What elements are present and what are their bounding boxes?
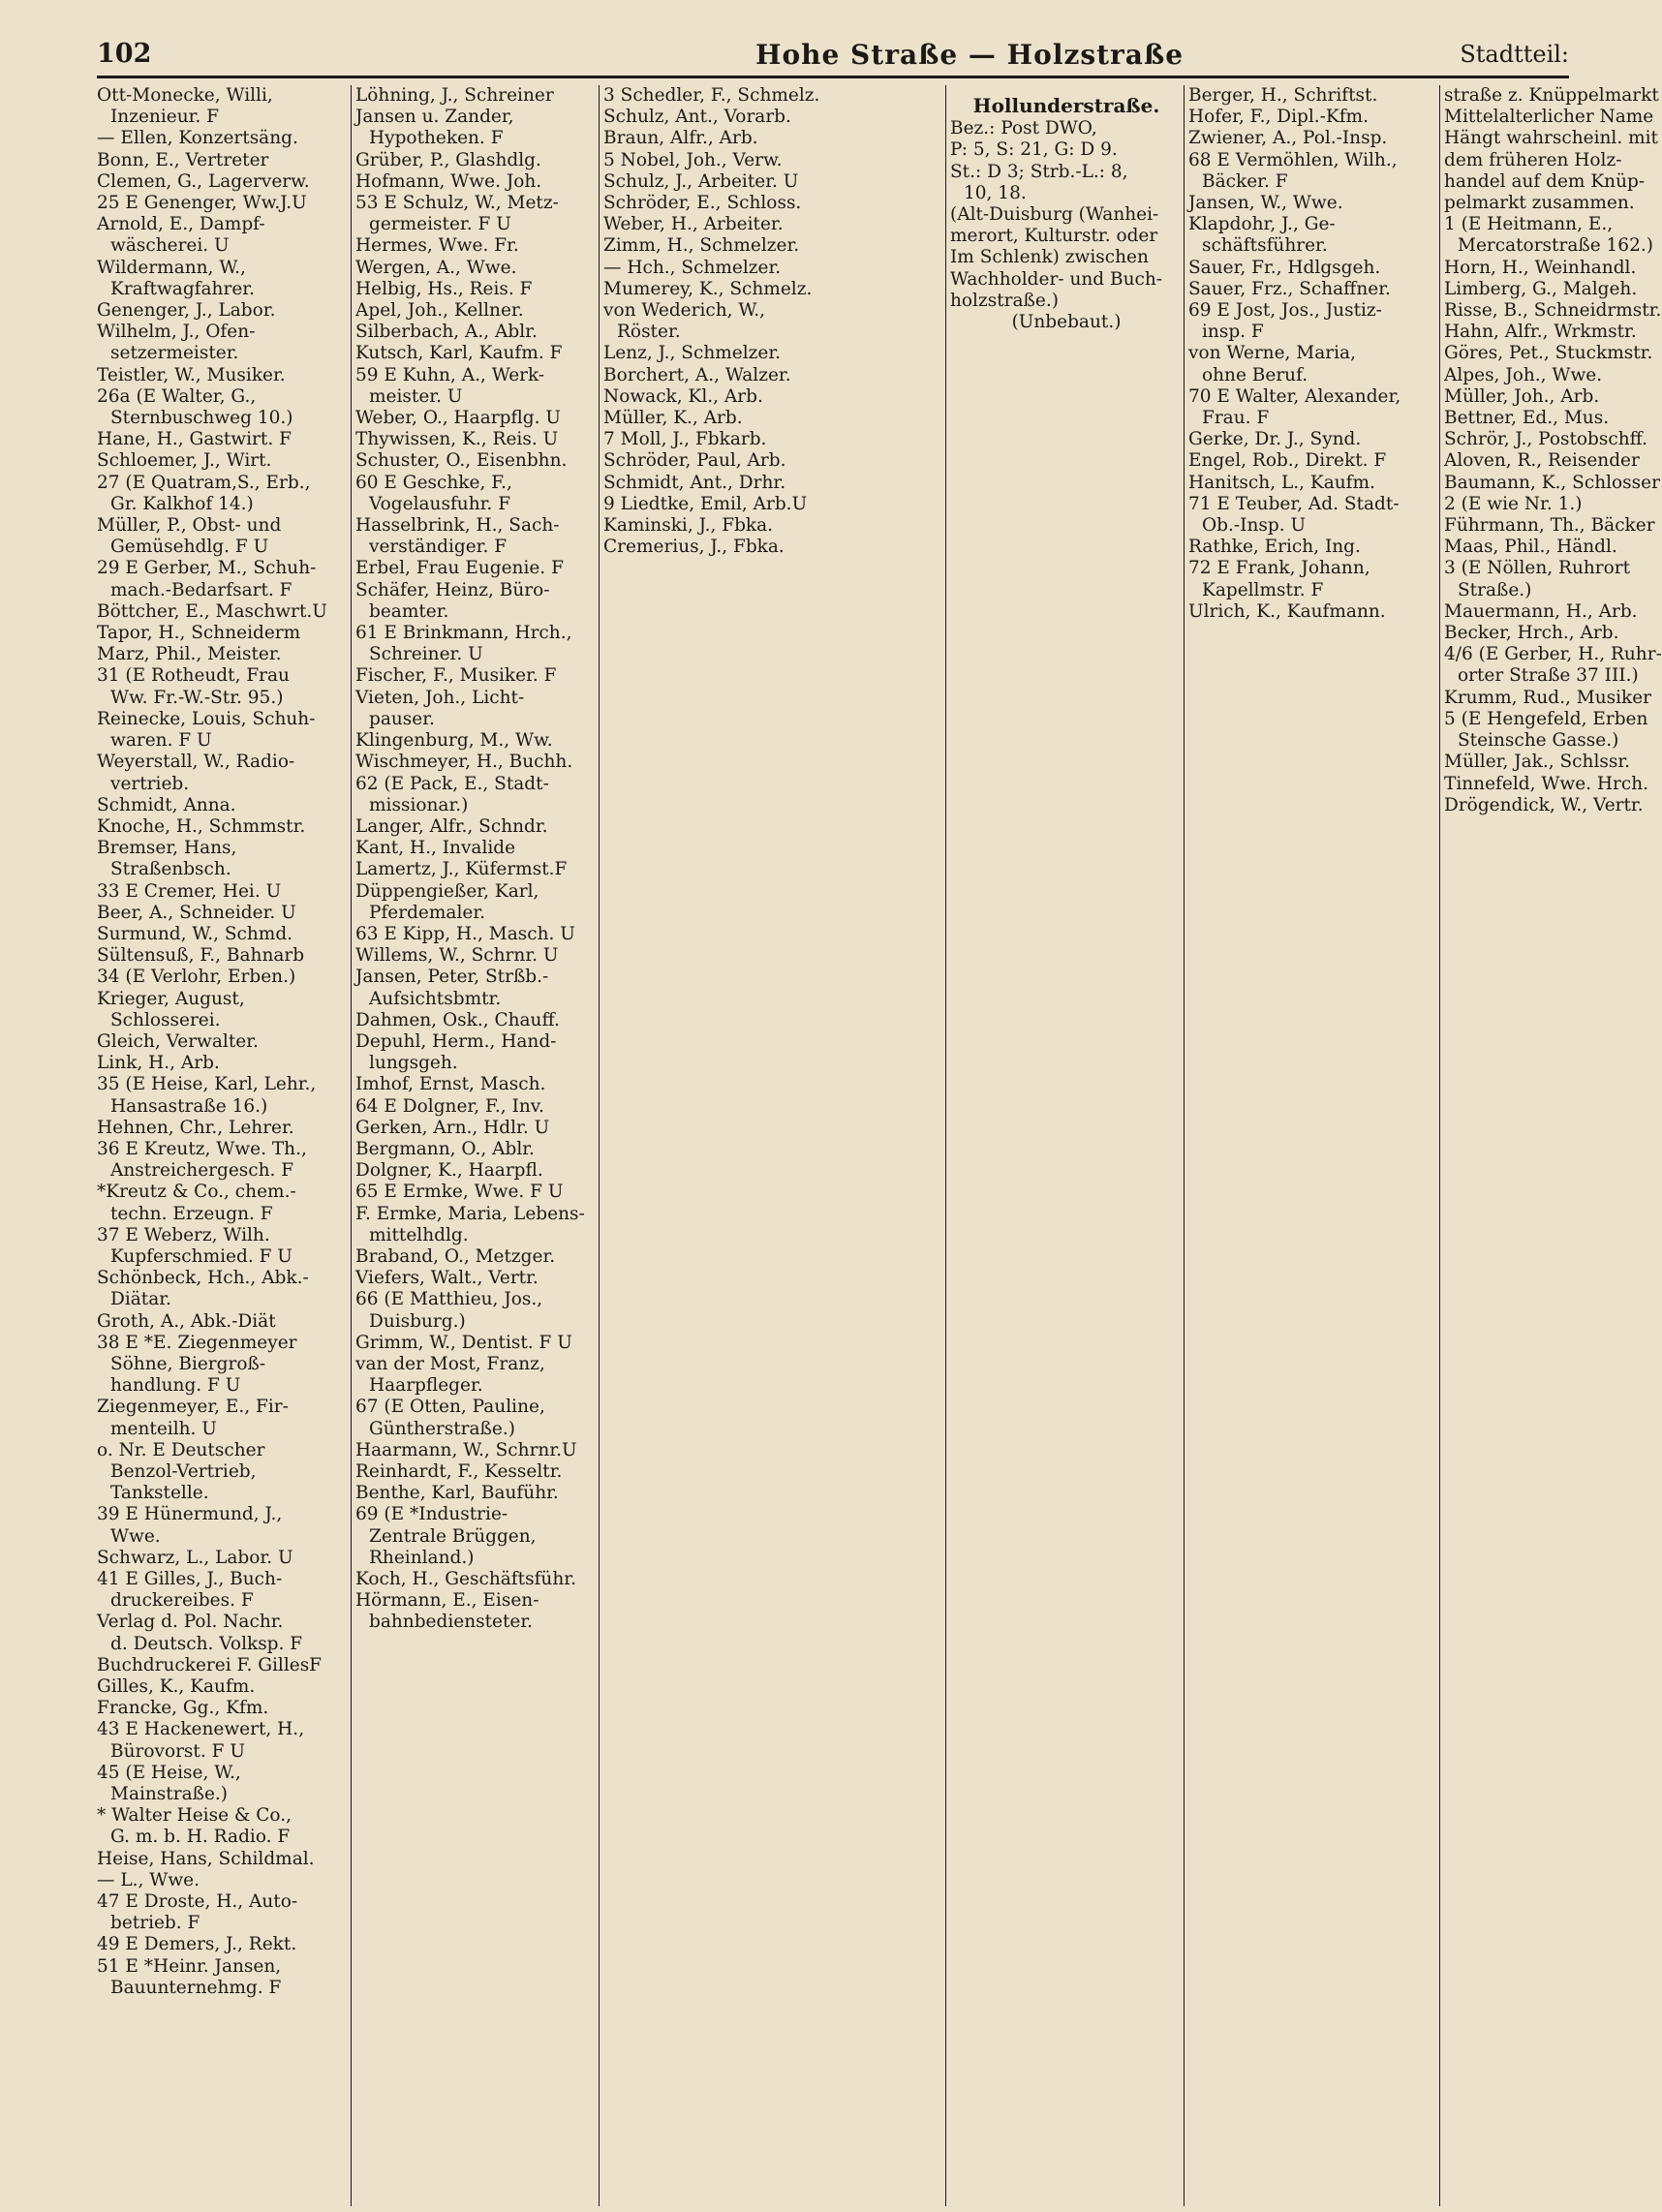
columns-1-line: beamter. (369, 600, 449, 622)
columns-2-line: 3 Schedler, F., Schmelz. (603, 85, 820, 106)
directory-columns (97, 85, 1662, 2206)
column-1 (97, 85, 347, 2206)
columns-0-line: druckereibes. F (110, 1590, 254, 1612)
col6-line: Limberg, G., Malgeh. (1444, 278, 1638, 299)
columns-1-line: Schreiner. U (369, 644, 483, 665)
col6-line: 1 (E Heitmann, E., (1444, 214, 1614, 235)
columns-1-line: Lamertz, J., Küfermst.F (355, 859, 568, 880)
columns-3-line: Gerke, Dr. J., Synd. (1188, 429, 1362, 450)
columns-1-line: Hypotheken. F (369, 128, 504, 149)
columns-0-line: 29 E Gerber, M., Schuh- (97, 558, 317, 579)
columns-1-line: Reinhardt, F., Kesseltr. (355, 1461, 563, 1482)
columns-0-line: Beer, A., Schneider. U (97, 902, 296, 923)
col6-line: straße z. Knüppelmarkt (1444, 85, 1659, 106)
col6-line: Führmann, Th., Bäcker (1444, 515, 1655, 537)
columns-0-line: Teistler, W., Musiker. (97, 364, 286, 385)
columns-0-line: 51 E *Heinr. Jansen, (97, 1955, 282, 1977)
col6-line: orter Straße 37 III.) (1458, 665, 1639, 687)
col6-line: 5 (E Hengefeld, Erben (1444, 708, 1648, 729)
columns-1-line: Hofmann, Wwe. Joh. (355, 170, 542, 192)
columns-0-line: 25 E Genenger, Ww.J.U (97, 193, 307, 214)
columns-0-line: Weyerstall, W., Radio- (97, 752, 295, 773)
columns-2-line: 9 Liedtke, Emil, Arb.U (603, 493, 808, 514)
columns-0-line: Tapor, H., Schneiderm (97, 623, 301, 644)
columns-0-line: wäscherei. U (110, 235, 230, 257)
columns-1-line: Imhof, Ernst, Masch. (355, 1074, 546, 1095)
columns-2-line: 5 Nobel, Joh., Verw. (603, 149, 783, 170)
columns-0-line: betrieb. F (110, 1913, 200, 1934)
columns-3-line: Ulrich, K., Kaufmann. (1188, 600, 1386, 622)
columns-1-line: Hörmann, E., Eisen- (355, 1590, 539, 1612)
columns-3-line: 71 E Teuber, Ad. Stadt- (1188, 493, 1400, 514)
columns-3-line: ohne Beruf. (1202, 364, 1308, 385)
street-info-line: holzstraße.) (950, 290, 1059, 311)
columns-0-line: Gemüsehdlg. F U (110, 537, 269, 558)
columns-0-line: Hehnen, Chr., Lehrer. (97, 1117, 294, 1138)
columns-2-line: Cremerius, J., Fbka. (603, 537, 785, 558)
columns-0-line: 27 (E Quatram,S., Erb., (97, 472, 311, 493)
columns-3-line: Sauer, Fr., Hdlgsgeh. (1188, 257, 1381, 278)
columns-0-line: Schönbeck, Hch., Abk.- (97, 1268, 309, 1289)
columns-1-line: Wischmeyer, H., Buchh. (355, 752, 573, 773)
columns-3-line: Sauer, Frz., Schaffner. (1188, 278, 1391, 299)
columns-1-line: Aufsichtsbmtr. (369, 988, 502, 1009)
columns-1-line: meister. U (369, 385, 463, 407)
columns-0-line: handlung. F U (110, 1375, 241, 1397)
columns-1-line: 67 (E Otten, Pauline, (355, 1397, 545, 1418)
columns-0-line: Wildermann, W., (97, 257, 246, 278)
columns-0-line: waren. F U (110, 730, 212, 752)
column-2 (351, 85, 598, 2206)
columns-1-line: 64 E Dolgner, F., Inv. (355, 1095, 544, 1117)
columns-1-line: Düppengießer, Karl, (355, 880, 539, 902)
columns-0-line: 34 (E Verlohr, Erben.) (97, 967, 296, 988)
header-rule (97, 76, 1569, 78)
columns-1-line: 53 E Schulz, W., Metz- (355, 193, 559, 214)
columns-0-line: Inzenieur. F (110, 107, 220, 128)
column-5 (1184, 85, 1438, 2206)
col6-line: Müller, Jak., Schlssr. (1444, 752, 1631, 773)
columns-1-line: Weber, O., Haarpflg. U (355, 408, 561, 429)
columns-0-line: 35 (E Heise, Karl, Lehr., (97, 1074, 317, 1095)
columns-0-line: 43 E Hackenewert, H., (97, 1719, 305, 1740)
columns-0-line: Schmidt, Anna. (97, 794, 236, 815)
columns-1-line: 61 E Brinkmann, Hrch., (355, 623, 572, 644)
col6-line: Müller, Joh., Arb. (1444, 385, 1600, 407)
columns-0-line: Sternbuschweg 10.) (110, 408, 293, 429)
col6-line: 2 (E wie Nr. 1.) (1444, 493, 1583, 514)
columns-1-line: Bergmann, O., Ablr. (355, 1138, 535, 1159)
columns-1-line: Vogelausfuhr. F (369, 493, 511, 514)
col6-line: Bettner, Ed., Mus. (1444, 408, 1610, 429)
columns-0-line: Ww. Fr.-W.-Str. 95.) (110, 687, 284, 708)
columns-0-line: Tankstelle. (110, 1483, 209, 1504)
columns-0-line: Benzol-Vertrieb, (110, 1461, 257, 1482)
street-info-line: Bez.: Post DWO, (950, 118, 1097, 139)
columns-0-line: Ott-Monecke, Willi, (97, 85, 273, 106)
columns-0-line: 45 (E Heise, W., (97, 1762, 241, 1783)
columns-1-line: Schuster, O., Eisenbhn. (355, 450, 568, 472)
columns-1-line: Viefers, Walt., Vertr. (355, 1268, 539, 1289)
columns-0-line: Böttcher, E., Maschwrt.U (97, 600, 327, 622)
columns-3-line: Hofer, F., Dipl.-Kfm. (1188, 107, 1369, 128)
columns-2-line: Schmidt, Ant., Drhr. (603, 472, 786, 493)
columns-3-line: 72 E Frank, Johann, (1188, 558, 1370, 579)
columns-1-line: Jansen u. Zander, (355, 107, 514, 128)
columns-0-line: Sültensuß, F., Bahnarb (97, 945, 305, 967)
columns-1-line: 60 E Geschke, F., (355, 472, 512, 493)
columns-1-line: pauser. (369, 708, 435, 729)
columns-0-line: Wilhelm, J., Ofen- (97, 322, 256, 343)
columns-0-line: 39 E Hünermund, J., (97, 1504, 283, 1525)
columns-1-line: Jansen, Peter, Strßb.- (355, 967, 549, 988)
columns-0-line: Groth, A., Abk.-Diät (97, 1310, 276, 1332)
columns-0-line: Hansastraße 16.) (110, 1095, 268, 1117)
columns-0-line: Kraftwagfahrer. (110, 278, 255, 299)
col6-line: Baumann, K., Schlosser (1444, 472, 1660, 493)
columns-1-line: Pferdemaler. (369, 902, 486, 923)
columns-0-line: Ziegenmeyer, E., Fir- (97, 1397, 289, 1418)
columns-1-line: Kant, H., Invalide (355, 838, 516, 859)
columns-1-line: lungsgeh. (369, 1053, 458, 1074)
columns-1-line: Helbig, Hs., Reis. F (355, 278, 533, 299)
columns-0-line: 49 E Demers, J., Rekt. (97, 1934, 297, 1955)
columns-0-line: 31 (E Rotheudt, Frau (97, 665, 290, 687)
columns-1-line: 62 (E Pack, E., Stadt- (355, 773, 549, 794)
columns-0-line: Anstreichergesch. F (110, 1160, 294, 1182)
columns-3-line: Zwiener, A., Pol.-Insp. (1188, 128, 1388, 149)
columns-1-line: Schäfer, Heinz, Büro- (355, 579, 550, 600)
columns-0-line: Gilles, K., Kaufm. (97, 1676, 256, 1698)
columns-0-line: d. Deutsch. Volksp. F (110, 1633, 303, 1654)
columns-1-line: Erbel, Frau Eugenie. F (355, 558, 564, 579)
columns-0-line: Kupferschmied. F U (110, 1245, 292, 1267)
columns-0-line: *Kreutz & Co., chem.- (97, 1182, 296, 1203)
columns-0-line: Heise, Hans, Schildmal. (97, 1848, 315, 1869)
columns-0-line: Straßenbsch. (110, 859, 231, 880)
columns-1-line: Dolgner, K., Haarpfl. (355, 1160, 543, 1182)
columns-2-line: Lenz, J., Schmelzer. (603, 343, 782, 364)
columns-0-line: techn. Erzeugn. F (110, 1203, 273, 1224)
columns-0-line: Hane, H., Gastwirt. F (97, 429, 292, 450)
columns-0-line: Söhne, Biergroß- (110, 1353, 266, 1374)
columns-1-line: Hasselbrink, H., Sach- (355, 515, 560, 537)
col6-line: Hahn, Alfr., Wrkmstr. (1444, 322, 1637, 343)
col6-line: Krumm, Rud., Musiker (1444, 687, 1652, 708)
street-info-line: Im Schlenk) zwischen (950, 247, 1149, 268)
columns-1-line: Langer, Alfr., Schndr. (355, 815, 548, 837)
column-6 (1439, 85, 1662, 2206)
columns-0-line: Mainstraße.) (110, 1784, 229, 1805)
columns-2-line: Müller, K., Arb. (603, 408, 743, 429)
columns-1-line: Benthe, Karl, Bauführ. (355, 1483, 559, 1504)
columns-0-line: Reinecke, Louis, Schuh- (97, 708, 316, 729)
columns-1-line: Silberbach, A., Ablr. (355, 322, 538, 343)
columns-3-line: 69 E Jost, Jos., Justiz- (1188, 300, 1382, 322)
columns-0-line: Marz, Phil., Meister. (97, 644, 282, 665)
columns-0-line: * Walter Heise & Co., (97, 1805, 292, 1827)
columns-3-line: von Werne, Maria, (1188, 343, 1356, 364)
col6-line: Maas, Phil., Händl. (1444, 537, 1617, 558)
columns-1-line: 63 E Kipp, H., Masch. U (355, 923, 575, 944)
columns-0-line: Schloemer, J., Wirt. (97, 450, 272, 472)
columns-0-line: Francke, Gg., Kfm. (97, 1698, 269, 1719)
columns-3-line: schäftsführer. (1202, 235, 1328, 257)
columns-0-line: Müller, P., Obst- und (97, 515, 282, 537)
columns-0-line: Gleich, Verwalter. (97, 1030, 259, 1052)
columns-2-line: Kaminski, J., Fbka. (603, 515, 774, 537)
columns-3-line: Jansen, W., Wwe. (1188, 193, 1343, 214)
columns-1-line: Wergen, A., Wwe. (355, 257, 517, 278)
col6-line: Mauermann, H., Arb. (1444, 600, 1638, 622)
columns-0-line: — Ellen, Konzertsäng. (97, 128, 298, 149)
columns-1-line: Fischer, F., Musiker. F (355, 665, 557, 687)
col6-line: 3 (E Nöllen, Ruhrort (1444, 558, 1631, 579)
columns-1-line: 66 (E Matthieu, Jos., (355, 1289, 543, 1310)
columns-2-line: Schulz, J., Arbeiter. U (603, 170, 799, 192)
columns-0-line: Surmund, W., Schmd. (97, 923, 293, 944)
street-info-line: St.: D 3; Strb.-L.: 8, (950, 161, 1128, 182)
col6-line: 4/6 (E Gerber, H., Ruhr- (1444, 644, 1662, 665)
columns-0-line: Diätar. (110, 1289, 171, 1310)
columns-1-line: germeister. F U (369, 214, 511, 235)
col6-line: dem früheren Holz- (1444, 149, 1622, 170)
col6-line: Mittelalterlicher Name (1444, 107, 1654, 128)
columns-0-line: 41 E Gilles, J., Buch- (97, 1569, 283, 1590)
columns-0-line: vertrieb. (110, 773, 190, 794)
columns-0-line: 36 E Kreutz, Wwe. Th., (97, 1138, 307, 1159)
columns-0-line: Knoche, H., Schmmstr. (97, 815, 306, 837)
columns-3-line: Klapdohr, J., Ge- (1188, 214, 1336, 235)
columns-0-line: Bonn, E., Vertreter (97, 149, 269, 170)
columns-2-line: Zimm, H., Schmelzer. (603, 235, 800, 257)
columns-1-line: F. Ermke, Maria, Lebens- (355, 1203, 585, 1224)
columns-2-line: Schröder, E., Schloss. (603, 193, 802, 214)
columns-1-line: Dahmen, Osk., Chauff. (355, 1009, 560, 1030)
columns-1-line: Grüber, P., Glashdlg. (355, 149, 541, 170)
columns-0-line: o. Nr. E Deutscher (97, 1439, 265, 1460)
col6-line: handel auf dem Knüp- (1444, 170, 1646, 192)
columns-3-line: Kapellmstr. F (1202, 579, 1324, 600)
columns-1-line: van der Most, Franz, (355, 1353, 545, 1374)
columns-0-line: Schwarz, L., Labor. U (97, 1547, 293, 1568)
col6-line: Mercatorstraße 162.) (1458, 235, 1653, 257)
columns-0-line: Genenger, J., Labor. (97, 300, 276, 322)
columns-1-line: missionar.) (369, 794, 469, 815)
columns-1-line: Löhning, J., Schreiner (355, 85, 554, 106)
columns-2-line: — Hch., Schmelzer. (603, 257, 782, 278)
street-info-line: merort, Kulturstr. oder (950, 226, 1158, 247)
columns-3-line: Bäcker. F (1202, 170, 1288, 192)
columns-1-line: Grimm, W., Dentist. F U (355, 1332, 572, 1353)
columns-1-line: bahnbediensteter. (369, 1612, 534, 1633)
columns-0-line: Buchdruckerei F. GillesF (97, 1654, 323, 1675)
columns-3-line: Berger, H., Schriftst. (1188, 85, 1378, 106)
columns-0-line: — L., Wwe. (97, 1869, 200, 1890)
columns-1-line: Apel, Joh., Kellner. (355, 300, 524, 322)
columns-0-line: 47 E Droste, H., Auto- (97, 1891, 298, 1913)
columns-1-line: verständiger. F (369, 537, 508, 558)
columns-0-line: G. m. b. H. Radio. F (110, 1827, 291, 1848)
columns-1-line: Thywissen, K., Reis. U (355, 429, 559, 450)
columns-3-line: Ob.-Insp. U (1202, 515, 1307, 537)
column-3 (599, 85, 944, 2206)
columns-2-line: Weber, H., Arbeiter. (603, 214, 784, 235)
columns-2-line: Schröder, Paul, Arb. (603, 450, 786, 472)
columns-3-line: Hanitsch, L., Kaufm. (1188, 472, 1375, 493)
street-info-line: P: 5, S: 21, G: D 9. (950, 139, 1118, 161)
street-heading: Hollunderstraße. (972, 94, 1160, 117)
columns-1-line: 69 (E *Industrie- (355, 1504, 508, 1525)
columns-2-line: Röster. (617, 322, 681, 343)
columns-1-line: Kutsch, Karl, Kaufm. F (355, 343, 563, 364)
columns-0-line: mach.-Bedarfsart. F (110, 579, 292, 600)
columns-2-line: 7 Moll, J., Fbkarb. (603, 429, 767, 450)
columns-0-line: Verlag d. Pol. Nachr. (97, 1612, 284, 1633)
street-note: (Unbebaut.) (1011, 312, 1122, 333)
columns-2-line: Mumerey, K., Schmelz. (603, 278, 813, 299)
col6-line: Alpes, Joh., Wwe. (1444, 364, 1603, 385)
street-info-line: (Alt-Duisburg (Wanhei- (950, 204, 1159, 226)
columns-1-line: 65 E Ermke, Wwe. F U (355, 1182, 564, 1203)
col6-line: Risse, B., Schneidrmstr. (1444, 300, 1662, 322)
columns-0-line: setzermeister. (110, 343, 239, 364)
col6-line: Schrör, J., Postobschff. (1444, 429, 1648, 450)
columns-1-line: Haarpfleger. (369, 1375, 483, 1397)
columns-0-line: Bürovorst. F U (110, 1740, 245, 1762)
columns-3-line: insp. F (1202, 322, 1264, 343)
columns-0-line: 37 E Weberz, Wilh. (97, 1224, 270, 1245)
running-head-right: Stadtteil: (1460, 41, 1569, 68)
columns-1-line: mittelhdlg. (369, 1224, 469, 1245)
page-title: Hohe Straße — Holzstraße (755, 39, 1185, 71)
columns-1-line: Haarmann, W., Schrnr.U (355, 1439, 577, 1460)
columns-1-line: Zentrale Brüggen, (369, 1525, 537, 1547)
columns-3-line: Frau. F (1202, 408, 1270, 429)
columns-1-line: Vieten, Joh., Licht- (355, 687, 525, 708)
columns-2-line: Borchert, A., Walzer. (603, 364, 791, 385)
columns-3-line: Rathke, Erich, Ing. (1188, 537, 1361, 558)
columns-0-line: Krieger, August, (97, 988, 245, 1009)
col6-line: Steinsche Gasse.) (1458, 730, 1619, 752)
columns-1-line: Duisburg.) (369, 1310, 466, 1332)
col6-line: Hängt wahrscheinl. mit (1444, 128, 1658, 149)
columns-0-line: 33 E Cremer, Hei. U (97, 880, 282, 902)
col6-line: Straße.) (1458, 579, 1532, 600)
columns-2-line: Nowack, Kl., Arb. (603, 385, 763, 407)
columns-2-line: Schulz, Ant., Vorarb. (603, 107, 791, 128)
columns-0-line: Gr. Kalkhof 14.) (110, 493, 254, 514)
street-info-line: 10, 18. (964, 182, 1027, 203)
columns-0-line: Bauunternehmg. F (110, 1977, 282, 1998)
columns-0-line: Link, H., Arb. (97, 1053, 220, 1074)
columns-1-line: Rheinland.) (369, 1547, 475, 1568)
columns-2-line: Braun, Alfr., Arb. (603, 128, 758, 149)
columns-0-line: Wwe. (110, 1525, 161, 1547)
col6-line: Drögendick, W., Vertr. (1444, 794, 1644, 815)
columns-1-line: 59 E Kuhn, A., Werk- (355, 364, 545, 385)
col6-line: Tinnefeld, Wwe. Hrch. (1444, 773, 1649, 794)
col6-line: Horn, H., Weinhandl. (1444, 257, 1637, 278)
columns-1-line: Depuhl, Herm., Hand- (355, 1030, 557, 1052)
col6-line: pelmarkt zusammen. (1444, 193, 1635, 214)
col6-line: Becker, Hrch., Arb. (1444, 623, 1619, 644)
columns-1-line: Gerken, Arn., Hdlr. U (355, 1117, 550, 1138)
col6-line: Aloven, R., Reisender (1444, 450, 1640, 472)
columns-1-line: Braband, O., Metzger. (355, 1245, 556, 1267)
column-4 (945, 85, 1183, 2206)
page-number: 102 (97, 39, 152, 69)
columns-0-line: Arnold, E., Dampf- (97, 214, 265, 235)
columns-1-line: Güntherstraße.) (369, 1418, 515, 1439)
columns-2-line: von Wederich, W., (603, 300, 765, 322)
columns-0-line: Schlosserei. (110, 1009, 221, 1030)
columns-3-line: 68 E Vermöhlen, Wilh., (1188, 149, 1398, 170)
street-info-line: Wachholder- und Buch- (950, 268, 1163, 290)
columns-0-line: menteilh. U (110, 1418, 217, 1439)
page-header (97, 35, 1569, 81)
columns-1-line: Klingenburg, M., Ww. (355, 730, 553, 752)
columns-1-line: Hermes, Wwe. Fr. (355, 235, 519, 257)
columns-3-line: Engel, Rob., Direkt. F (1188, 450, 1387, 472)
columns-1-line: Koch, H., Geschäftsführ. (355, 1569, 576, 1590)
columns-0-line: Bremser, Hans, (97, 838, 237, 859)
columns-0-line: 26a (E Walter, G., (97, 385, 257, 407)
col6-line: Göres, Pet., Stuckmstr. (1444, 343, 1653, 364)
columns-3-line: 70 E Walter, Alexander, (1188, 385, 1401, 407)
columns-0-line: 38 E *E. Ziegenmeyer (97, 1332, 297, 1353)
columns-0-line: Clemen, G., Lagerverw. (97, 170, 310, 192)
columns-1-line: Willems, W., Schrnr. U (355, 945, 559, 967)
